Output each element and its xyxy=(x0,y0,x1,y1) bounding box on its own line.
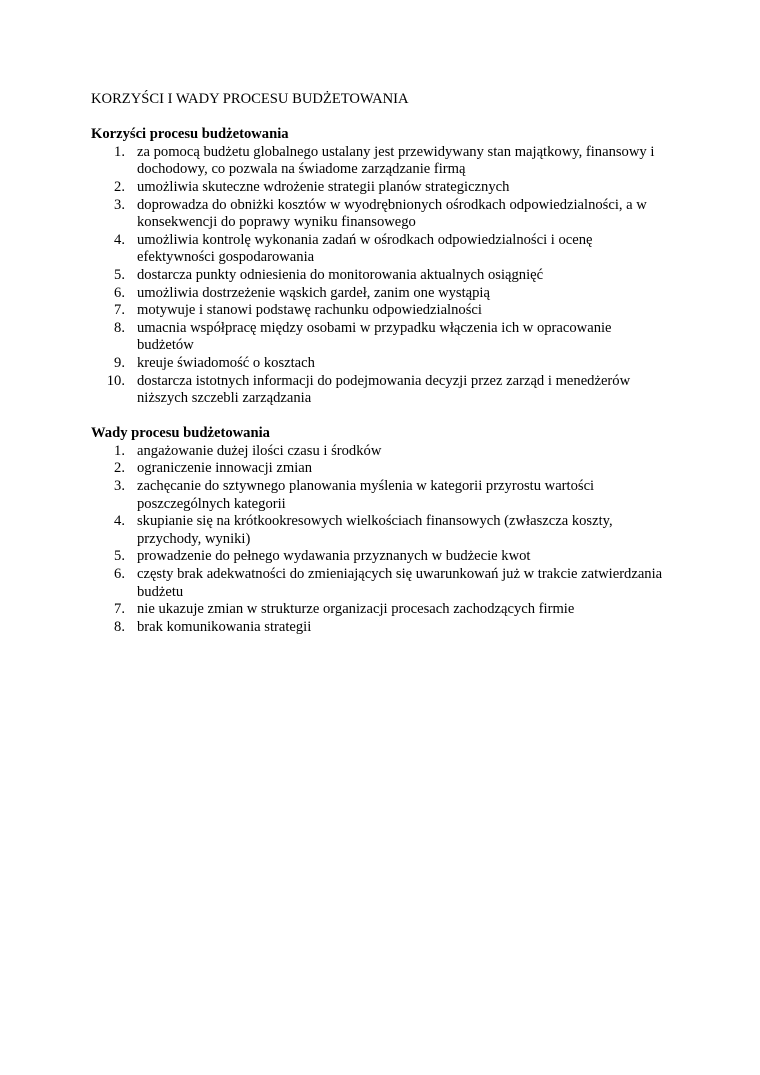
list-item xyxy=(91,144,671,179)
item-number: 8. xyxy=(114,618,125,635)
item-number: 2. xyxy=(114,178,125,195)
list-item xyxy=(91,285,671,303)
item-text: częsty brak adekwatności do zmieniających się uwarunkowań już w trakcie zatwierdzania budżetu xyxy=(137,566,663,600)
item-text: dostarcza punkty odniesienia do monitorowania aktualnych osiągnięć xyxy=(137,266,544,283)
item-text: prowadzenie do pełnego wydawania przyznanych w budżecie kwot xyxy=(137,548,531,565)
item-text: dostarcza istotnych informacji do podejmowania decyzji przez zarząd i menedżerów niższych szczebli zarządzania xyxy=(137,372,631,407)
item-text: skupianie się na krótkookresowych wielkościach finansowych (zwłaszcza koszty, przychody, wyniki) xyxy=(137,513,613,547)
item-text: umożliwia kontrolę wykonania zadań w ośrodkach odpowiedzialności i ocenę efektywności gospodarowania xyxy=(137,231,593,266)
item-text: za pomocą budżetu globalnego ustalany jest przewidywany stan majątkowy, finansowy i dochodowy, co pozwala na świadome zarządzanie firmą xyxy=(137,143,655,178)
spacer xyxy=(91,109,671,127)
document-title: KORZYŚCI I WADY PROCESU BUDŻETOWANIA xyxy=(91,91,409,107)
item-number: 6. xyxy=(114,284,125,301)
benefits-section xyxy=(91,126,671,408)
list-item xyxy=(91,179,671,197)
drawbacks-heading: Wady procesu budżetowania xyxy=(91,425,270,442)
item-text: angażowanie dużej ilości czasu i środków xyxy=(137,442,382,459)
item-text: kreuje świadomość o kosztach xyxy=(137,354,315,371)
item-text: umożliwia skuteczne wdrożenie strategii planów strategicznych xyxy=(137,178,510,195)
list-item xyxy=(91,197,671,232)
benefits-heading: Korzyści procesu budżetowania xyxy=(91,126,289,143)
item-number: 5. xyxy=(114,266,125,283)
item-text: doprowadza do obniżki kosztów w wyodrębnionych ośrodkach odpowiedzialności, a w konsekwencji do poprawy wyniku finansowego xyxy=(137,196,647,231)
item-number: 8. xyxy=(114,319,125,336)
item-number: 2. xyxy=(114,460,125,477)
item-text: nie ukazuje zmian w strukturze organizacji procesach zachodzących firmie xyxy=(137,601,575,618)
item-text: ograniczenie innowacji zmian xyxy=(137,460,313,477)
item-number: 4. xyxy=(114,513,125,530)
item-text: umacnia współpracę między osobami w przypadku włączenia ich w opracowanie budżetów xyxy=(137,319,612,354)
item-text: zachęcanie do sztywnego planowania myślenia w kategorii przyrostu wartości poszczególnych kategorii xyxy=(137,478,595,512)
item-number: 7. xyxy=(114,601,125,618)
item-number: 3. xyxy=(114,478,125,495)
list-item xyxy=(91,355,671,373)
list-item xyxy=(91,320,671,355)
list-item xyxy=(91,460,671,478)
list-item xyxy=(91,478,671,513)
drawbacks-section xyxy=(91,425,671,636)
item-number: 4. xyxy=(114,231,125,248)
list-item xyxy=(91,548,671,566)
list-item xyxy=(91,267,671,285)
list-item xyxy=(91,566,671,601)
item-number: 5. xyxy=(114,548,125,565)
item-number: 10. xyxy=(106,372,125,389)
item-text: umożliwia dostrzeżenie wąskich gardeł, zanim one wystąpią xyxy=(137,284,490,301)
list-item xyxy=(91,232,671,267)
item-number: 6. xyxy=(114,566,125,583)
list-item xyxy=(91,601,671,619)
drawbacks-list xyxy=(91,443,671,637)
item-text: brak komunikowania strategii xyxy=(137,618,312,635)
spacer xyxy=(91,408,671,426)
list-item xyxy=(91,443,671,461)
list-item xyxy=(91,302,671,320)
item-number: 1. xyxy=(114,143,125,160)
document-body xyxy=(91,91,671,636)
list-item xyxy=(91,373,671,408)
list-item xyxy=(91,513,671,548)
benefits-list xyxy=(91,144,671,408)
item-number: 7. xyxy=(114,302,125,319)
item-text: motywuje i stanowi podstawę rachunku odpowiedzialności xyxy=(137,302,482,319)
item-number: 9. xyxy=(114,354,125,371)
item-number: 1. xyxy=(114,442,125,459)
list-item xyxy=(91,619,671,637)
item-number: 3. xyxy=(114,196,125,213)
